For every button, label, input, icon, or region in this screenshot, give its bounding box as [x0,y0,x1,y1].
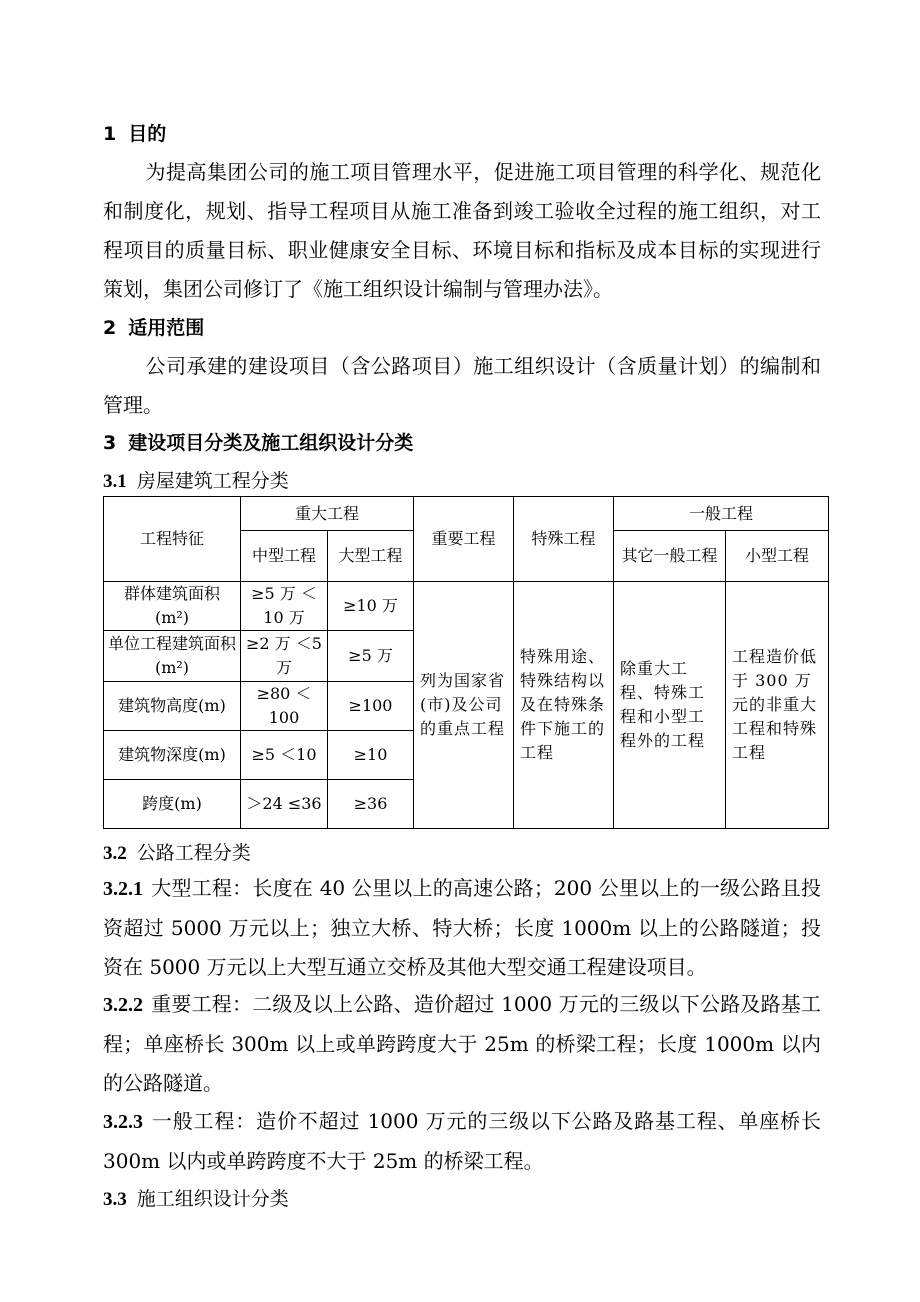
row-feature: 建筑物深度(m) [104,731,241,780]
row-medium: ＞24 ≤36 [241,780,328,829]
row-medium: ≥5 万 ＜10 万 [241,582,328,631]
row-large: ≥5 万 [328,631,414,682]
other-general-description: 除重大工程、特殊工程和小型工程外的工程 [614,582,726,829]
header-major: 重大工程 [241,497,414,531]
header-special: 特殊工程 [514,497,614,582]
row-medium: ≥80 ＜100 [241,682,328,731]
header-small: 小型工程 [726,531,829,582]
subsection-3-1-heading [103,469,289,494]
subsection-number: 3.2 [103,843,127,864]
row-large: ≥36 [328,780,414,829]
subsection-3-3-heading [103,1187,289,1212]
row-feature: 群体建筑面积(m²) [104,582,241,631]
building-classification-table [103,496,829,829]
section-title: 建设项目分类及施工组织设计分类 [128,432,414,454]
subsection-title: 公路工程分类 [136,842,251,864]
subsection-title: 房屋建筑工程分类 [136,470,289,492]
header-feature: 工程特征 [104,497,241,582]
table-row [104,582,829,631]
header-other-general: 其它一般工程 [614,531,726,582]
section-number: 3 [103,432,117,454]
section-title: 目的 [128,123,167,145]
clause-3-2-1 [103,869,821,987]
section-2-body [103,347,821,425]
subsection-title: 施工组织设计分类 [136,1188,289,1210]
clause-number: 3.2.2 [103,994,143,1016]
section-number: 1 [103,123,117,145]
row-large: ≥100 [328,682,414,731]
small-description: 工程造价低于 300 万元的非重大工程和特殊工程 [726,582,829,829]
clause-3-2-2 [103,985,821,1103]
subsection-number: 3.3 [103,1189,127,1210]
clause-text: 一般工程：造价不超过 1000 万元的三级以下公路及路基工程、单座桥长 300m 以内或单跨跨度不大于 25m 的桥梁工程。 [103,1109,821,1173]
header-general: 一般工程 [614,497,829,531]
header-medium: 中型工程 [241,531,328,582]
row-feature: 建筑物高度(m) [104,682,241,731]
row-large: ≥10 [328,731,414,780]
clause-text: 大型工程：长度在 40 公里以上的高速公路；200 公里以上的一级公路且投资超过 5000 万元以上；独立大桥、特大桥；长度 1000m 以上的公路隧道；投资在 5000 万元以上大型互通立交桥及其他大型交通工程建设项目。 [103,876,821,979]
section-1-heading [103,122,166,146]
row-feature: 跨度(m) [104,780,241,829]
section-number: 2 [103,317,117,339]
special-description: 特殊用途、特殊结构以及在特殊条件下施工的工程 [514,582,614,829]
header-important: 重要工程 [414,497,514,582]
clause-number: 3.2.3 [103,1111,143,1133]
subsection-number: 3.1 [103,471,127,492]
row-large: ≥10 万 [328,582,414,631]
section-title: 适用范围 [128,317,205,339]
paragraph-text: 为提高集团公司的施工项目管理水平，促进施工项目管理的科学化、规范化和制度化，规划、指导工程项目从施工准备到竣工验收全过程的施工组织，对工程项目的质量目标、职业健康安全目标、环境目标和指标及成本目标的实现进行策划，集团公司修订了《施工组织设计编制与管理办法》。 [103,160,821,301]
row-medium: ≥5 ＜10 [241,731,328,780]
subsection-3-2-heading [103,841,251,866]
paragraph-text: 公司承建的建设项目（含公路项目）施工组织设计（含质量计划）的编制和管理。 [103,354,821,417]
clause-text: 重要工程：二级及以上公路、造价超过 1000 万元的三级以下公路及路基工程；单座桥长 300m 以上或单跨跨度大于 25m 的桥梁工程；长度 1000m 以内的公路隧道。 [103,992,821,1095]
row-medium: ≥2 万 ＜5 万 [241,631,328,682]
clause-3-2-3 [103,1102,821,1181]
important-description: 列为国家省(市)及公司的重点工程 [414,582,514,829]
section-1-body [103,153,821,309]
clause-number: 3.2.1 [103,878,143,900]
header-large: 大型工程 [328,531,414,582]
section-3-heading [103,431,413,455]
section-2-heading [103,316,204,340]
row-feature: 单位工程建筑面积(m²) [104,631,241,682]
